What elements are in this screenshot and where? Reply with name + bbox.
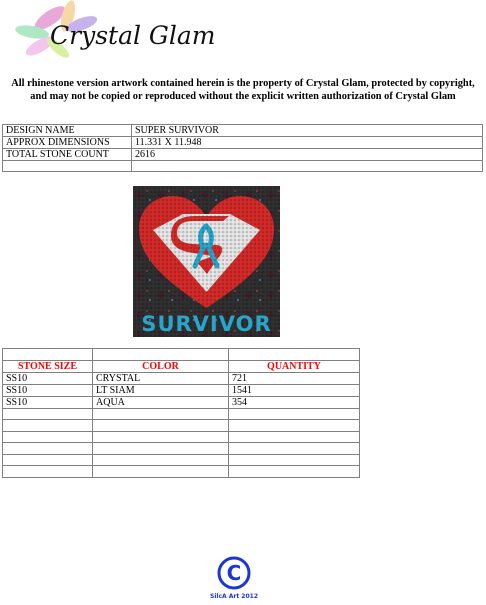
table-cell [93,408,229,420]
copyright-caption: SilcA Art 2012 [210,593,258,600]
crystal-glam-logo [10,2,255,64]
quantity-cell: 721 [229,372,360,384]
table-cell [229,466,360,478]
info-label [3,161,132,172]
table-cell [229,420,360,432]
table-cell [93,466,229,478]
table-row [3,137,483,149]
table-row [3,396,360,408]
table-row [3,349,360,361]
table-cell [3,349,93,361]
table-cell [93,431,229,443]
table-cell [229,454,360,466]
table-row [3,125,483,137]
table-cell [3,454,93,466]
table-row [3,443,360,455]
table-row [3,466,360,478]
table-row [3,408,360,420]
quantity-header: QUANTITY [229,360,360,372]
artwork-text: SURVIVOR [141,312,272,336]
table-row [3,420,360,432]
copyright-icon [219,558,249,588]
stone-size-cell: SS10 [3,396,93,408]
color-cell: LT SIAM [93,384,229,396]
copyright-symbol: C [226,561,242,585]
table-cell [93,349,229,361]
info-value: 2616 [132,149,483,161]
table-row [3,384,360,396]
info-label: DESIGN NAME [3,125,132,137]
info-label: TOTAL STONE COUNT [3,149,132,161]
stone-size-cell: SS10 [3,384,93,396]
table-cell [3,443,93,455]
color-cell: AQUA [93,396,229,408]
copyright-notice: All rhinestone version artwork contained herein is the property of Crystal Glam, protected by copyright, and may not be copied or reproduced without the explicit written authorization of Crystal Glam [11,78,475,102]
table-row [3,161,483,172]
quantity-cell: 1541 [229,384,360,396]
table-cell [3,466,93,478]
table-cell [229,431,360,443]
table-row [3,149,483,161]
design-info-table [2,124,483,172]
table-cell [229,349,360,361]
table-header-row [3,360,360,372]
quantity-cell: 354 [229,396,360,408]
color-cell: CRYSTAL [93,372,229,384]
stone-size-cell: SS10 [3,372,93,384]
design-artwork [133,186,280,337]
info-value: SUPER SURVIVOR [132,125,483,137]
table-row [3,454,360,466]
info-value [132,161,483,172]
info-label: APPROX DIMENSIONS [3,137,132,149]
table-cell [93,454,229,466]
copyright-mark [210,556,258,600]
info-value: 11.331 X 11.948 [132,137,483,149]
table-cell [3,431,93,443]
logo-text: Crystal Glam [50,21,216,50]
stone-count-table [2,348,360,478]
table-cell [229,443,360,455]
table-row [3,372,360,384]
table-row [3,431,360,443]
table-cell [93,420,229,432]
color-header: COLOR [93,360,229,372]
table-cell [3,408,93,420]
table-cell [93,443,229,455]
stone-size-header: STONE SIZE [3,360,93,372]
table-cell [229,408,360,420]
table-cell [3,420,93,432]
